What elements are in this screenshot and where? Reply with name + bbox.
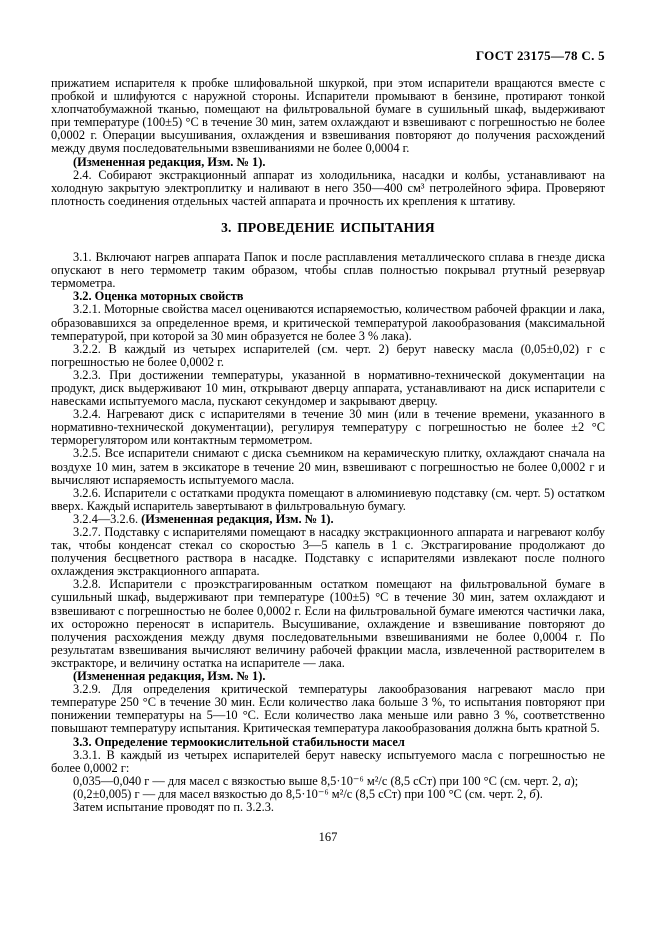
viscosity-b-text: (0,2±0,005) г — для масел вязкостью до 8,5·10⁻⁶ м²/с (8,5 сСт) при 100 °С (см. черт. 2, (73, 786, 530, 801)
figure-ref-a: а (564, 773, 571, 788)
section-3-heading: 3. ПРОВЕДЕНИЕ ИСПЫТАНИЯ (221, 219, 435, 235)
clause-3-2-5: 3.2.5. Все испарители снимают с диска съемником на керамическую плитку, охлаждают сначала на воздухе 10 мин, затем в эксикаторе в течение 20 мин, взвешивают с погрешностью не более 0,0002 г и вычисляют испаряемость испытуемого масла. (51, 446, 605, 487)
viscosity-option-b (51, 788, 605, 801)
clause-3-2-subheading: 3.2. Оценка моторных свойств (73, 289, 244, 304)
doc-body (51, 77, 605, 814)
clause-2-4: 2.4. Собирают экстракционный аппарат из холодильника, насадки и колбы, устанавливают на холодную закрытую электроплитку и наливают в него 350—400 см³ петролейного эфира. Проверяют плотность соединения отдельных частей аппарата и прочность их крепления к штативу. (51, 167, 605, 208)
doc-header-gost-number: ГОСТ 23175—78 С. 5 (475, 48, 605, 63)
clause-3-2-6: 3.2.6. Испарители с остатками продукта помещают в алюминиевую подставку (см. черт. 5) остатком вверх. Каждый испаритель завертывают в фильтровальную бумагу. (51, 485, 605, 513)
viscosity-b-tail: ). (535, 786, 543, 801)
clause-3-1: 3.1. Включают нагрев аппарата Папок и после расплавления металлического сплава в гнезде диска опускают в него термометр таким образом, чтобы сплав полностью покрывал ртутный резервуар термометра. (51, 250, 605, 291)
viscosity-a-tail: ); (570, 773, 579, 788)
clause-3-2-4: 3.2.4. Нагревают диск с испарителями в течение 30 мин (или в течение времени, указанного в нормативно-технической документации), регулируя температуру с погрешностью не более ±2 °С терморегулятором или контактным термометром. (51, 407, 605, 448)
clause-3-2-7: 3.2.7. Подставку с испарителями помещают в насадку экстракционного аппарата и нагревают колбу так, чтобы конденсат стекал со скоростью 3—5 капель в 1 с. Экстрагирование продолжают до получения бесцветного раствора в насадке. Подставку с испарителями извлекают после полного охлаждения экстракционного аппарата. (51, 525, 605, 579)
clause-3-2-3: 3.2.3. При достижении температуры, указанной в нормативно-технической документации на продукт, диск выдерживают 10 мин, открывают дверцу аппарата, устанавливают на диск испарители с навесками испытуемого масла, пускают секундомер и закрывают дверцу. (51, 367, 605, 409)
viscosity-a-text: 0,035—0,040 г — для масел с вязкостью выше 8,5·10⁻⁶ м²/с (8,5 сСт) при 100 °С (см. черт. 2, (73, 773, 565, 788)
clause-range-label: 3.2.4—3.2.6. (73, 511, 142, 526)
clause-3-3-subheading: 3.3. Определение термоокислительной стабильности масел (73, 734, 405, 749)
page-number: 167 (318, 830, 338, 844)
amendment-note-2: (Измененная редакция, Изм. № 1). (73, 669, 266, 684)
clause-3-2-2: 3.2.2. В каждый из четырех испарителей (см. черт. 2) берут навеску масла (0,05±0,02) г с погрешностью не более 0,0002 г. (51, 341, 605, 369)
clause-3-2-9: 3.2.9. Для определения критической температуры лакообразования нагревают масло при температуре 250 °С в течение 30 мин. Если количество лака больше 3 %, то испытания повторяют при понижении температуры на 5—10 °С. Если количество лака меньше или равно 3 %, соответственно повышают температуру испытания. Критическая температура лакообразования должна быть кратной 5. (51, 682, 605, 736)
clause-3-2-8: 3.2.8. Испарители с проэкстрагированным остатком помещают на фильтровальной бумаге в сушильный шкаф, выдерживают при температуре (100±5) °С в течение 30 мин, затем охлаждают и взвешивают с погрешностью не более 0,0002 г. Если на фильтровальной бумаге имеются частички лака, их осторожно переносят в испаритель. Высушивание, охлаждение и взвешивание повторяют до получения расхождения между двумя последовательными взвешиваниями не более 0,0004 г. По результатам взвешивания вычисляют величину рабочей фракции масла, извлеченной растворителем в экстракторе, и величину остатка на испарителе — лака. (51, 577, 605, 670)
amendment-note-1: (Измененная редакция, Изм. № 1). (73, 154, 266, 169)
clause-3-3-1: 3.3.1. В каждый из четырех испарителей берут навеску испытуемого масла с погрешностью не более 0,0002 г: (51, 747, 605, 775)
final-note: Затем испытание проводят по п. 3.2.3. (73, 799, 275, 814)
paragraph-continuation: прижатием испарителя к пробке шлифовальной шкуркой, при этом испарители вращаются вместе с пробкой и шлифуются с наружной стороны. Испарители промывают в бензине, протирают тонкой хлопчатобумажной тканью, помещают на фильтровальной бумаге в сушильный шкаф, выдерживают при температуре (100±5) °С в течение 30 мин, затем охлаждают и взвешивают с погрешностью не более 0,0002 г. Операции высушивания, охлаждения и взвешивания повторяют до получения расхождений между двумя последовательными взвешиваниями не более 0,0004 г. (51, 76, 605, 156)
figure-ref-b: б (529, 786, 536, 801)
clause-3-2-1: 3.2.1. Моторные свойства масел оцениваются испаряемостью, количеством рабочей фракции и лака, образовавшихся за определенное время, и критической температурой лакообразования (максимальной температурой, при которой за 30 мин образуется не более 3 % лака). (51, 302, 605, 343)
amendment-note-inline: (Измененная редакция, Изм. № 1). (141, 511, 334, 526)
